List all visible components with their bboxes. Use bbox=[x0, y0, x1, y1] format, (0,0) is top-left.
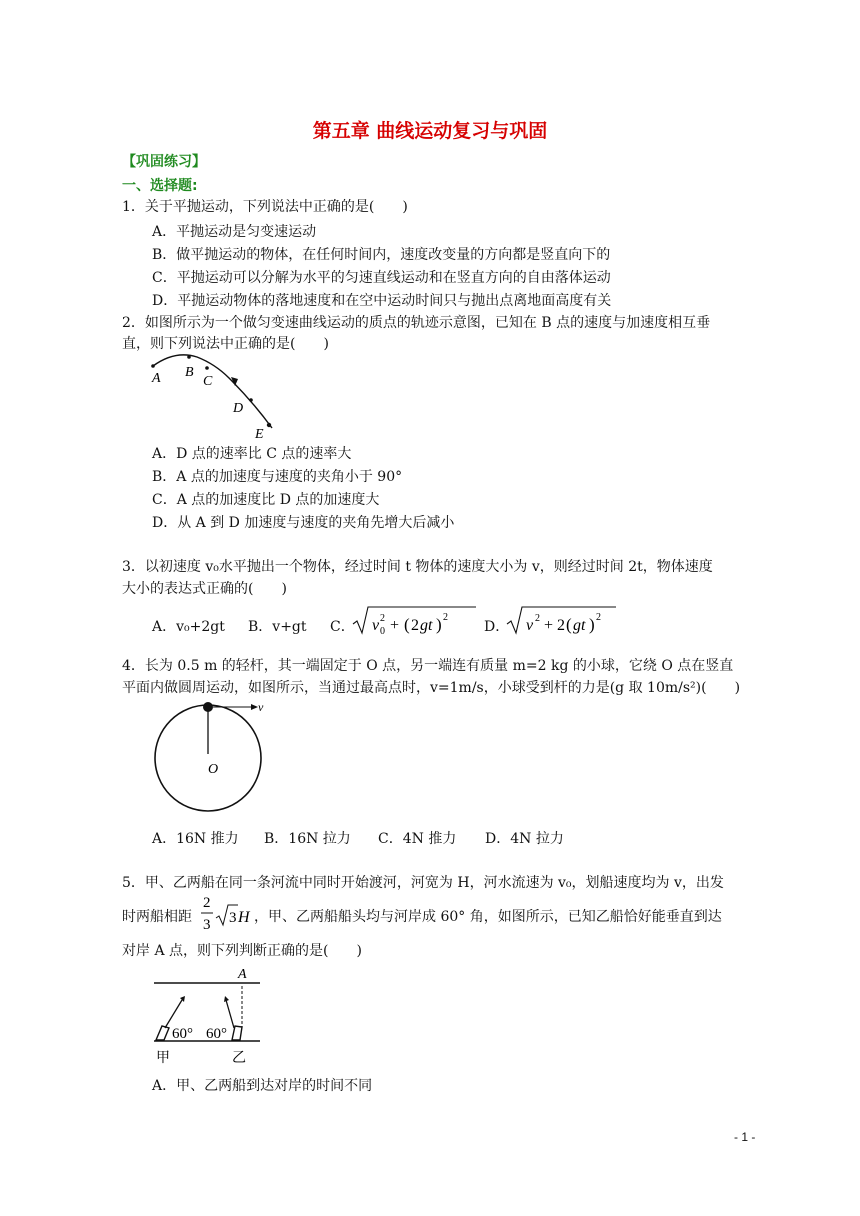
angle-jia-label: 60° bbox=[172, 1026, 193, 1042]
q1-option-c: C．平抛运动可以分解为水平的匀速直线运动和在竖直方向的自由落体运动 bbox=[152, 270, 611, 286]
svg-text:+: + bbox=[544, 617, 554, 634]
q2-option-b: B．A 点的加速度与速度的夹角小于 90° bbox=[152, 469, 403, 485]
q5-stem-line2-post: ，甲、乙两船船头均与河岸成 60° 角，如图所示，已知乙船恰好能垂直到达 bbox=[254, 909, 722, 925]
q1-option-a: A．平抛运动是匀变速运动 bbox=[152, 224, 317, 240]
q3-option-c-label: C． bbox=[330, 619, 355, 635]
svg-text:3: 3 bbox=[203, 917, 211, 933]
q5-stem-line3: 对岸 A 点，则下列判断正确的是( ) bbox=[122, 943, 362, 959]
q5-distance-formula bbox=[200, 892, 254, 936]
svg-text:2: 2 bbox=[411, 617, 419, 634]
q1-stem: 1．关于平抛运动，下列说法中正确的是( ) bbox=[122, 199, 408, 215]
svg-text:2: 2 bbox=[557, 617, 565, 634]
q3-stem-line2: 大小的表达式正确的( ) bbox=[122, 581, 287, 597]
q4-option-c: C．4N 推力 bbox=[378, 831, 457, 847]
q3-option-a: A．v₀+2gt bbox=[152, 619, 225, 635]
q5-stem-line1: 5．甲、乙两船在同一条河流中同时开始渡河，河宽为 H，河水流速为 v₀，划船速度均为 v，出发 bbox=[122, 875, 724, 891]
q5-option-a: A．甲、乙两船到达对岸的时间不同 bbox=[152, 1078, 373, 1094]
q5-stem-line2-pre: 时两船相距 bbox=[122, 909, 192, 925]
label-a: A bbox=[238, 967, 247, 982]
q4-option-b: B．16N 拉力 bbox=[264, 831, 351, 847]
svg-text:2: 2 bbox=[203, 895, 211, 911]
svg-text:0: 0 bbox=[380, 626, 385, 636]
label-yi: 乙 bbox=[232, 1051, 246, 1066]
q2-stem-line2: 直，则下列说法中正确的是( ) bbox=[122, 336, 329, 352]
q3-formula-c bbox=[352, 604, 478, 636]
page-title: 第五章 曲线运动复习与巩固 bbox=[312, 120, 548, 142]
point-c-dot bbox=[205, 366, 209, 370]
boat-jia-icon bbox=[156, 1026, 169, 1040]
svg-text:3: 3 bbox=[229, 910, 237, 926]
svg-text:2: 2 bbox=[596, 612, 601, 623]
point-a-dot bbox=[151, 364, 155, 368]
svg-text:gt: gt bbox=[573, 617, 586, 634]
svg-text:): ) bbox=[589, 615, 595, 634]
label-d: D bbox=[233, 401, 244, 416]
svg-text:v: v bbox=[372, 617, 380, 634]
svg-text:gt: gt bbox=[420, 617, 433, 634]
label-o: O bbox=[208, 762, 219, 777]
q1-option-b: B．做平抛运动的物体，在任何时间内，速度改变量的方向都是竖直向下的 bbox=[152, 247, 611, 263]
point-e-dot bbox=[267, 423, 271, 427]
svg-text:(: ( bbox=[404, 615, 410, 634]
point-b-dot bbox=[187, 355, 191, 359]
velocity-arrow-head bbox=[251, 704, 258, 710]
q2-option-d: D．从 A 到 D 加速度与速度的夹角先增大后减小 bbox=[152, 515, 455, 531]
svg-text:H: H bbox=[238, 909, 250, 926]
label-b: B bbox=[185, 365, 194, 380]
point-d-dot bbox=[249, 398, 253, 402]
trajectory-curve bbox=[153, 355, 272, 428]
q3-option-b: B．v+gt bbox=[248, 619, 307, 635]
q4-stem-line2: 平面内做圆周运动，如图所示，当通过最高点时，v=1m/s，小球受到杆的力是(g 取 10m/s²)( ) bbox=[122, 680, 741, 696]
section-heading: 【巩固练习】 bbox=[122, 154, 206, 170]
q3-formula-d bbox=[506, 604, 618, 636]
circular-motion-figure bbox=[148, 696, 270, 816]
trajectory-figure bbox=[145, 352, 285, 440]
q2-option-c: C．A 点的加速度比 D 点的加速度大 bbox=[152, 492, 380, 508]
svg-text:2: 2 bbox=[443, 612, 448, 623]
q3-option-d-label: D． bbox=[484, 619, 510, 635]
svg-text:(: ( bbox=[566, 615, 572, 634]
boat-jia-heading bbox=[165, 1000, 182, 1028]
label-a: A bbox=[152, 371, 161, 386]
boat-yi-heading bbox=[226, 1000, 234, 1028]
label-e: E bbox=[255, 427, 264, 440]
q2-option-a: A．D 点的速率比 C 点的速率大 bbox=[152, 446, 352, 462]
label-v: v bbox=[258, 700, 264, 714]
ball bbox=[203, 702, 213, 712]
q4-stem-line1: 4．长为 0.5 m 的轻杆，其一端固定于 O 点，另一端连有质量 m=2 kg 的小球，它绕 O 点在竖直 bbox=[122, 658, 734, 674]
q2-stem-line1: 2．如图所示为一个做匀变速曲线运动的质点的轨迹示意图，已知在 B 点的速度与加速度相互垂 bbox=[122, 315, 711, 331]
svg-text:): ) bbox=[436, 615, 442, 634]
svg-text:v: v bbox=[526, 617, 534, 634]
q3-stem-line1: 3．以初速度 v₀水平抛出一个物体，经过时间 t 物体的速度大小为 v，则经过时间 2t，物体速度 bbox=[122, 559, 713, 575]
q4-option-d: D．4N 拉力 bbox=[485, 831, 564, 847]
svg-text:2: 2 bbox=[535, 613, 540, 624]
angle-yi-label: 60° bbox=[206, 1026, 227, 1042]
label-c: C bbox=[203, 374, 213, 389]
label-jia: 甲 bbox=[156, 1051, 170, 1066]
q4-option-a: A．16N 推力 bbox=[152, 831, 239, 847]
q1-option-d: D．平抛运动物体的落地速度和在空中运动时间只与抛出点离地面高度有关 bbox=[152, 293, 612, 309]
subsection-heading: 一、选择题: bbox=[122, 178, 198, 194]
svg-text:2: 2 bbox=[380, 613, 385, 624]
svg-text:+: + bbox=[390, 617, 400, 634]
page-number: - 1 - bbox=[734, 1130, 756, 1144]
river-boats-figure bbox=[150, 962, 265, 1074]
